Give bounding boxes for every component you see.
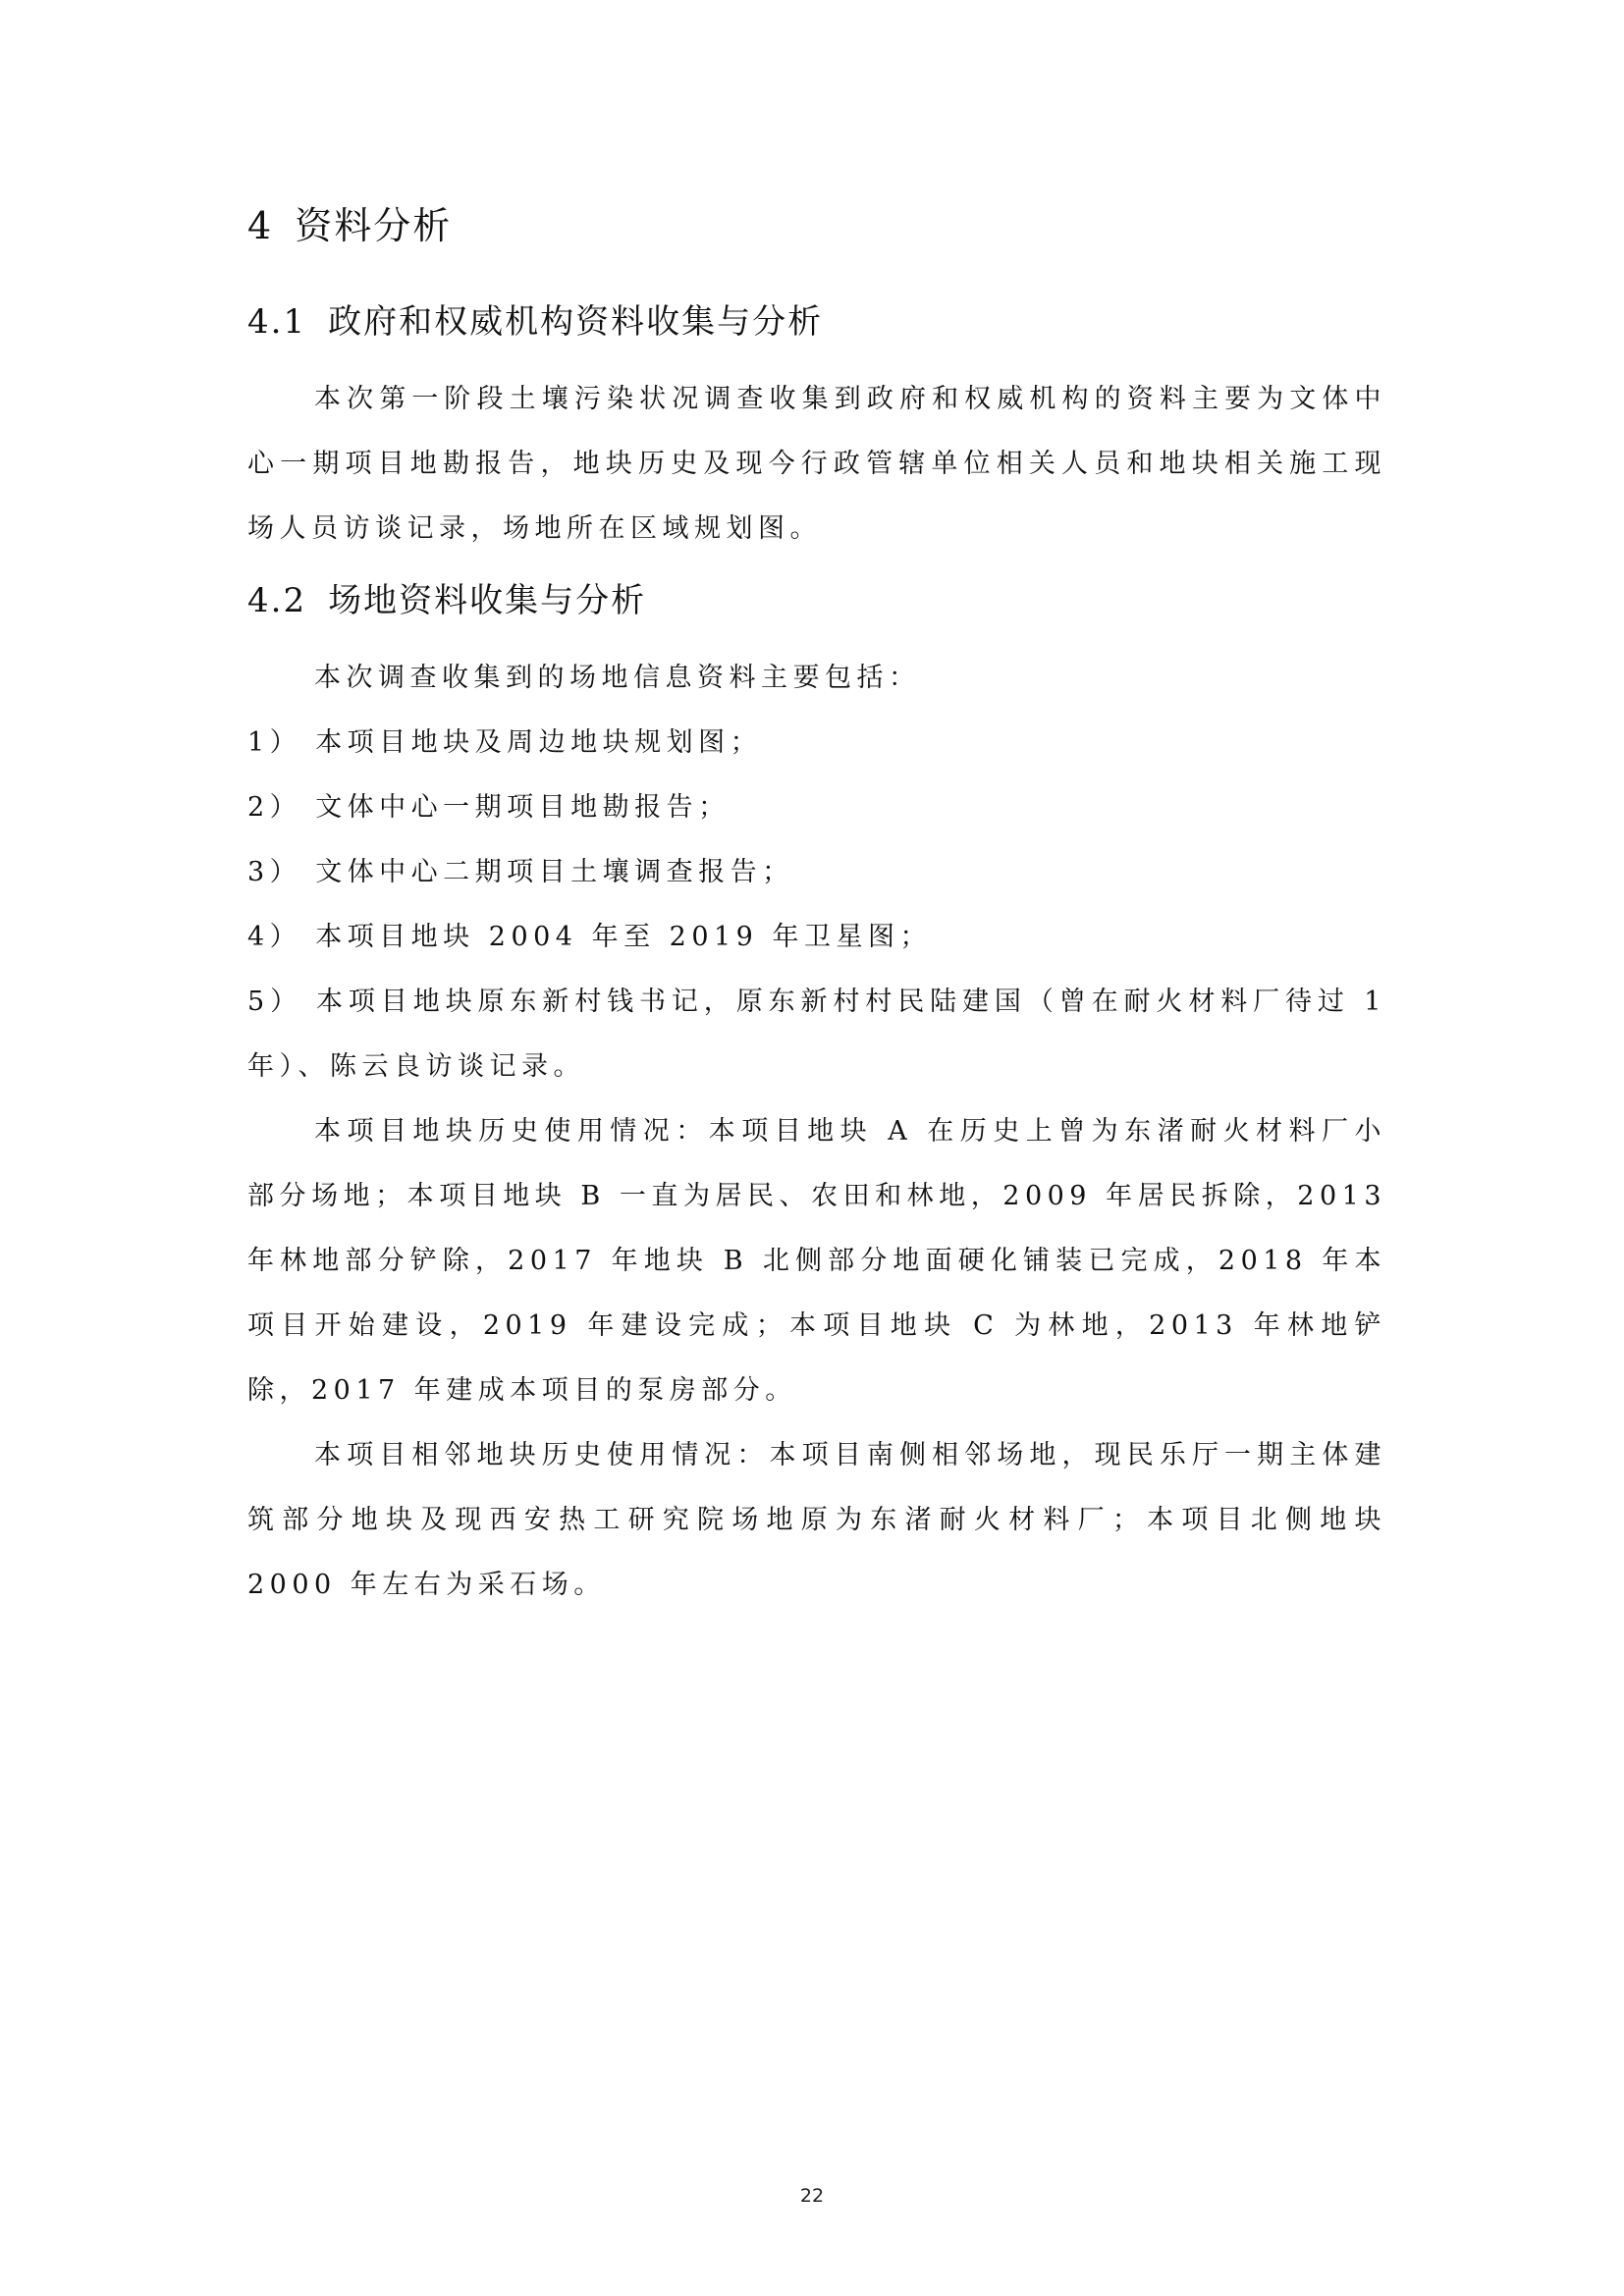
list-item xyxy=(247,840,1386,905)
list-item-mark: 1） xyxy=(247,727,302,758)
section-4-1-paragraph: 本次第一阶段土壤污染状况调查收集到政府和权威机构的资料主要为文体中心一期项目地勘报告，地块历史及现今行政管辖单位相关人员和地块相关施工现场人员访谈记录，场地所在区域规划图。 xyxy=(247,384,1386,544)
section-4-number: 4 xyxy=(247,204,274,247)
list-item-mark: 5） xyxy=(247,987,302,1017)
adjacent-history-paragraph: 本项目相邻地块历史使用情况：本项目南侧相邻场地，现民乐厅一期主体建筑部分地块及现西安热工研究院场地原为东渚耐火材料厂；本项目北侧地块 2000 年左右为采石场。 xyxy=(247,1440,1386,1600)
list-item-text: 文体中心一期项目地勘报告； xyxy=(315,792,731,823)
section-4-2-title: 场地资料收集与分析 xyxy=(328,581,647,620)
list-item xyxy=(247,905,1386,970)
list-item-text: 文体中心二期项目土壤调查报告； xyxy=(315,857,794,887)
list-item xyxy=(247,711,1386,775)
site-history-paragraph: 本项目地块历史使用情况：本项目地块 A 在历史上曾为东渚耐火材料厂小部分场地；本项目地块 B 一直为居民、农田和林地，2009 年居民拆除，2013 年林地部分铲除，2017 年地块 B 北侧部分地面硬化铺装已完成，2018 年本项目开始建设，2019 年建设完成；本项目地块 C 为林地，2013 年林地铲除，2017 年建成本项目的泵房部分。 xyxy=(247,1116,1386,1406)
section-4-title: 资料分析 xyxy=(295,204,453,247)
list-item-text: 本项目地块 2004 年至 2019 年卫星图； xyxy=(315,922,932,952)
section-4-2-heading xyxy=(247,573,1386,628)
section-4-heading xyxy=(247,196,1386,255)
list-item-text: 本项目地块原东新村钱书记，原东新村村民陆建国（曾在耐火材料厂待过 1 年）、陈云良访谈记录。 xyxy=(247,987,1386,1082)
list-item-mark: 3） xyxy=(247,857,302,887)
list-item-text: 本项目地块及周边地块规划图； xyxy=(315,727,763,758)
list-item-mark: 4） xyxy=(247,922,302,952)
section-4-2-number: 4.2 xyxy=(247,581,307,620)
section-4-1-number: 4.1 xyxy=(247,302,307,342)
section-4-2-intro: 本次调查收集到的场地信息资料主要包括： xyxy=(314,663,921,693)
section-4-1-title: 政府和权威机构资料收集与分析 xyxy=(328,302,824,342)
page-number: 22 xyxy=(799,2185,825,2207)
section-4-1-heading xyxy=(247,294,1386,349)
list-item xyxy=(247,775,1386,840)
page-content xyxy=(247,196,1386,1618)
source-list xyxy=(247,711,1386,1099)
list-item-mark: 2） xyxy=(247,792,302,823)
list-item xyxy=(247,970,1386,1099)
